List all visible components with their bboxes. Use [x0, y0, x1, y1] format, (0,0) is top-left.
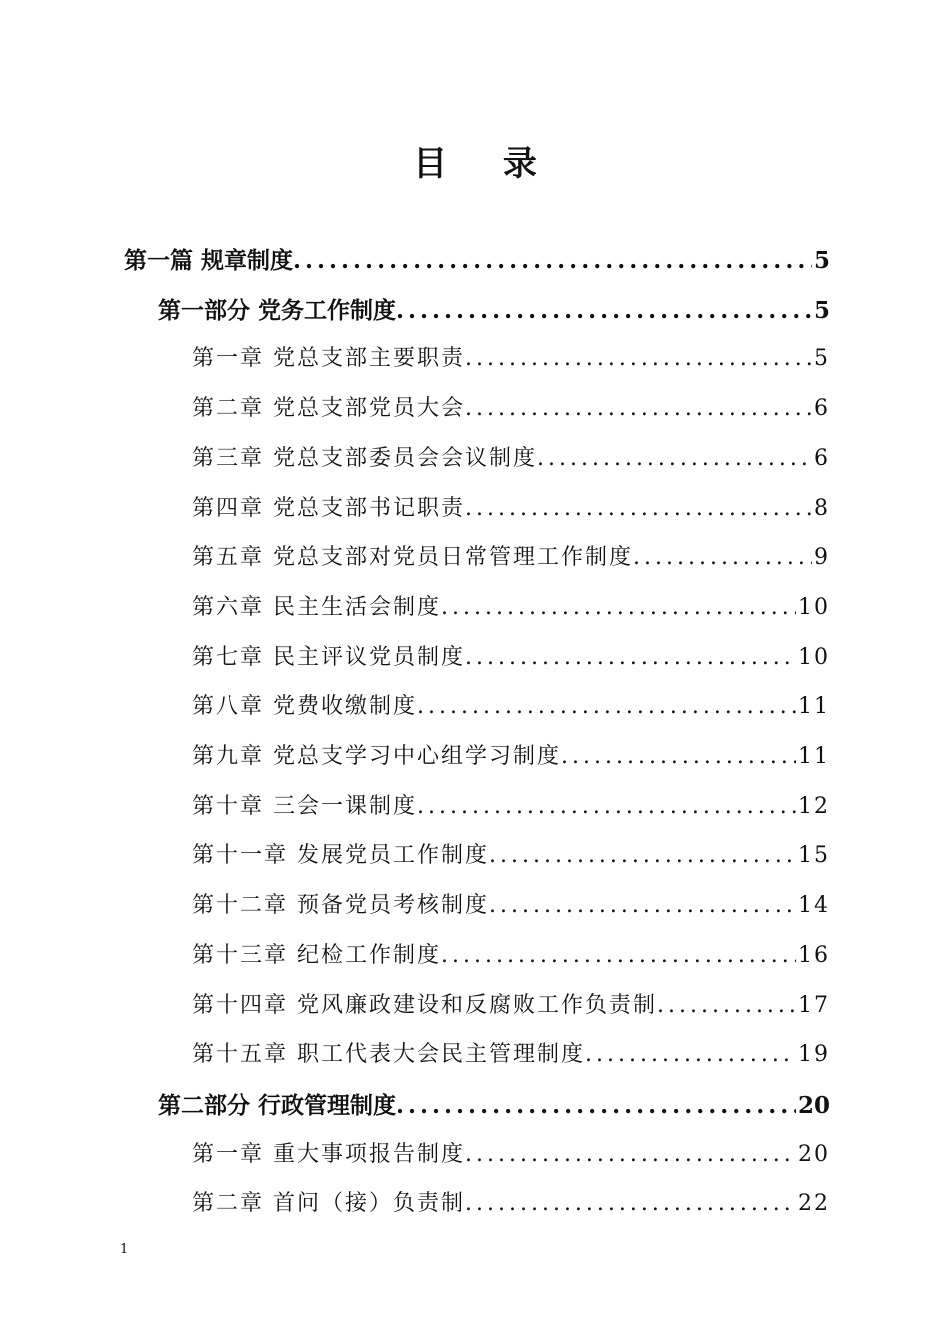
toc-entry-page: 5: [814, 346, 830, 372]
toc-entry-page: 5: [813, 247, 830, 274]
toc-entry-page: 5: [813, 296, 830, 324]
toc-entry-chapter[interactable]: [192, 1037, 830, 1068]
toc-entry-chapter[interactable]: [192, 789, 830, 820]
toc-leader-dots: [561, 744, 796, 769]
toc-entry-page: 16: [798, 942, 830, 968]
toc-entry-page: 20: [797, 1091, 830, 1119]
toc-entry-chapter[interactable]: [192, 640, 830, 671]
toc-leader-dots: [465, 396, 812, 421]
toc-entry-page: 22: [798, 1191, 830, 1217]
toc-entry-text: 第七章 民主评议党员制度: [192, 644, 465, 670]
toc-entry-text: 第三章 党总支部委员会会议制度: [192, 445, 537, 471]
toc-leader-dots: [465, 1191, 796, 1216]
toc-leader-dots: [465, 1142, 796, 1167]
toc-entry-text: 第二部分 行政管理制度: [158, 1091, 397, 1119]
toc-entry-text: 第十五章 职工代表大会民主管理制度: [192, 1042, 585, 1068]
toc-entry-page: 10: [798, 594, 830, 620]
toc-leader-dots: [441, 943, 796, 968]
toc-entry-page: 17: [798, 992, 830, 1018]
toc-leader-dots: [657, 993, 796, 1018]
toc-entry-page: 14: [798, 893, 830, 919]
toc-entry-text: 第四章 党总支部书记职责: [192, 495, 465, 521]
toc-leader-dots: [293, 247, 812, 274]
toc-entry-chapter[interactable]: [192, 540, 830, 571]
toc-entry-chapter[interactable]: [192, 739, 830, 770]
toc-entry-text: 第九章 党总支学习中心组学习制度: [192, 744, 561, 769]
page-title: 目 录: [413, 144, 559, 184]
toc-entry-chapter[interactable]: [192, 491, 830, 522]
toc-leader-dots: [465, 346, 812, 371]
toc-entry-chapter[interactable]: [192, 1186, 830, 1217]
toc-leader-dots: [465, 645, 796, 670]
toc-entry-chapter[interactable]: [192, 1137, 830, 1168]
toc-entry-page: 11: [798, 694, 830, 720]
toc-entry-chapter[interactable]: [192, 888, 830, 919]
toc-entry-chapter[interactable]: [192, 341, 830, 372]
toc-entry-text: 第十章 三会一课制度: [192, 793, 417, 819]
toc-entry-text: 第十四章 党风廉政建设和反腐败工作负责制: [192, 992, 657, 1018]
toc-leader-dots: [417, 794, 796, 819]
page-number: 1: [120, 1242, 129, 1257]
toc-entry-section-1[interactable]: [158, 292, 830, 325]
toc-entry-page: 8: [814, 495, 830, 521]
toc-entry-chapter[interactable]: [192, 391, 830, 422]
toc-leader-dots: [417, 694, 796, 719]
toc-entry-text: 第一章 重大事项报告制度: [192, 1141, 465, 1167]
toc-entry-text: 第一章 党总支部主要职责: [192, 346, 465, 372]
toc-leader-dots: [441, 595, 796, 620]
toc-entry-chapter[interactable]: [192, 838, 830, 869]
toc-entry-text: 第一部分 党务工作制度: [158, 296, 397, 324]
toc-entry-text: 第二章 党总支部党员大会: [192, 396, 465, 422]
toc-entry-page: 15: [798, 843, 830, 869]
toc-leader-dots: [396, 297, 812, 324]
toc-entry-page: 20: [798, 1141, 830, 1167]
toc-entry-chapter[interactable]: [192, 590, 830, 621]
toc-entry-chapter[interactable]: [192, 988, 830, 1019]
toc-entry-part-1[interactable]: [124, 242, 830, 275]
toc-entry-page: 6: [814, 445, 830, 471]
toc-leader-dots: [489, 843, 796, 868]
toc-leader-dots: [585, 1042, 796, 1067]
toc-entry-chapter[interactable]: [192, 441, 830, 472]
toc-leader-dots: [396, 1092, 796, 1119]
toc-entry-page: 11: [798, 744, 830, 769]
toc-entry-page: 10: [798, 644, 830, 670]
toc-leader-dots: [633, 545, 812, 570]
toc-entry-text: 第五章 党总支部对党员日常管理工作制度: [192, 545, 633, 571]
toc-entry-page: 6: [814, 396, 830, 422]
toc-entry-text: 第一篇 规章制度: [124, 247, 294, 274]
toc-leader-dots: [465, 496, 812, 521]
toc-entry-page: 12: [798, 793, 830, 819]
toc-entry-section-2[interactable]: [158, 1087, 830, 1120]
toc-entry-chapter[interactable]: [192, 689, 830, 720]
toc-entry-text: 第二章 首问（接）负责制: [192, 1191, 465, 1217]
toc-entry-page: 9: [814, 545, 830, 571]
toc-entry-page: 19: [798, 1042, 830, 1068]
toc-leader-dots: [537, 446, 812, 471]
toc-entry-text: 第十三章 纪检工作制度: [192, 942, 441, 968]
toc-leader-dots: [489, 893, 796, 918]
toc-entry-text: 第八章 党费收缴制度: [192, 694, 417, 720]
toc-entry-text: 第十一章 发展党员工作制度: [192, 843, 489, 869]
toc-entry-chapter[interactable]: [192, 938, 830, 969]
toc-entry-text: 第十二章 预备党员考核制度: [192, 893, 489, 919]
toc-entry-text: 第六章 民主生活会制度: [192, 594, 441, 620]
